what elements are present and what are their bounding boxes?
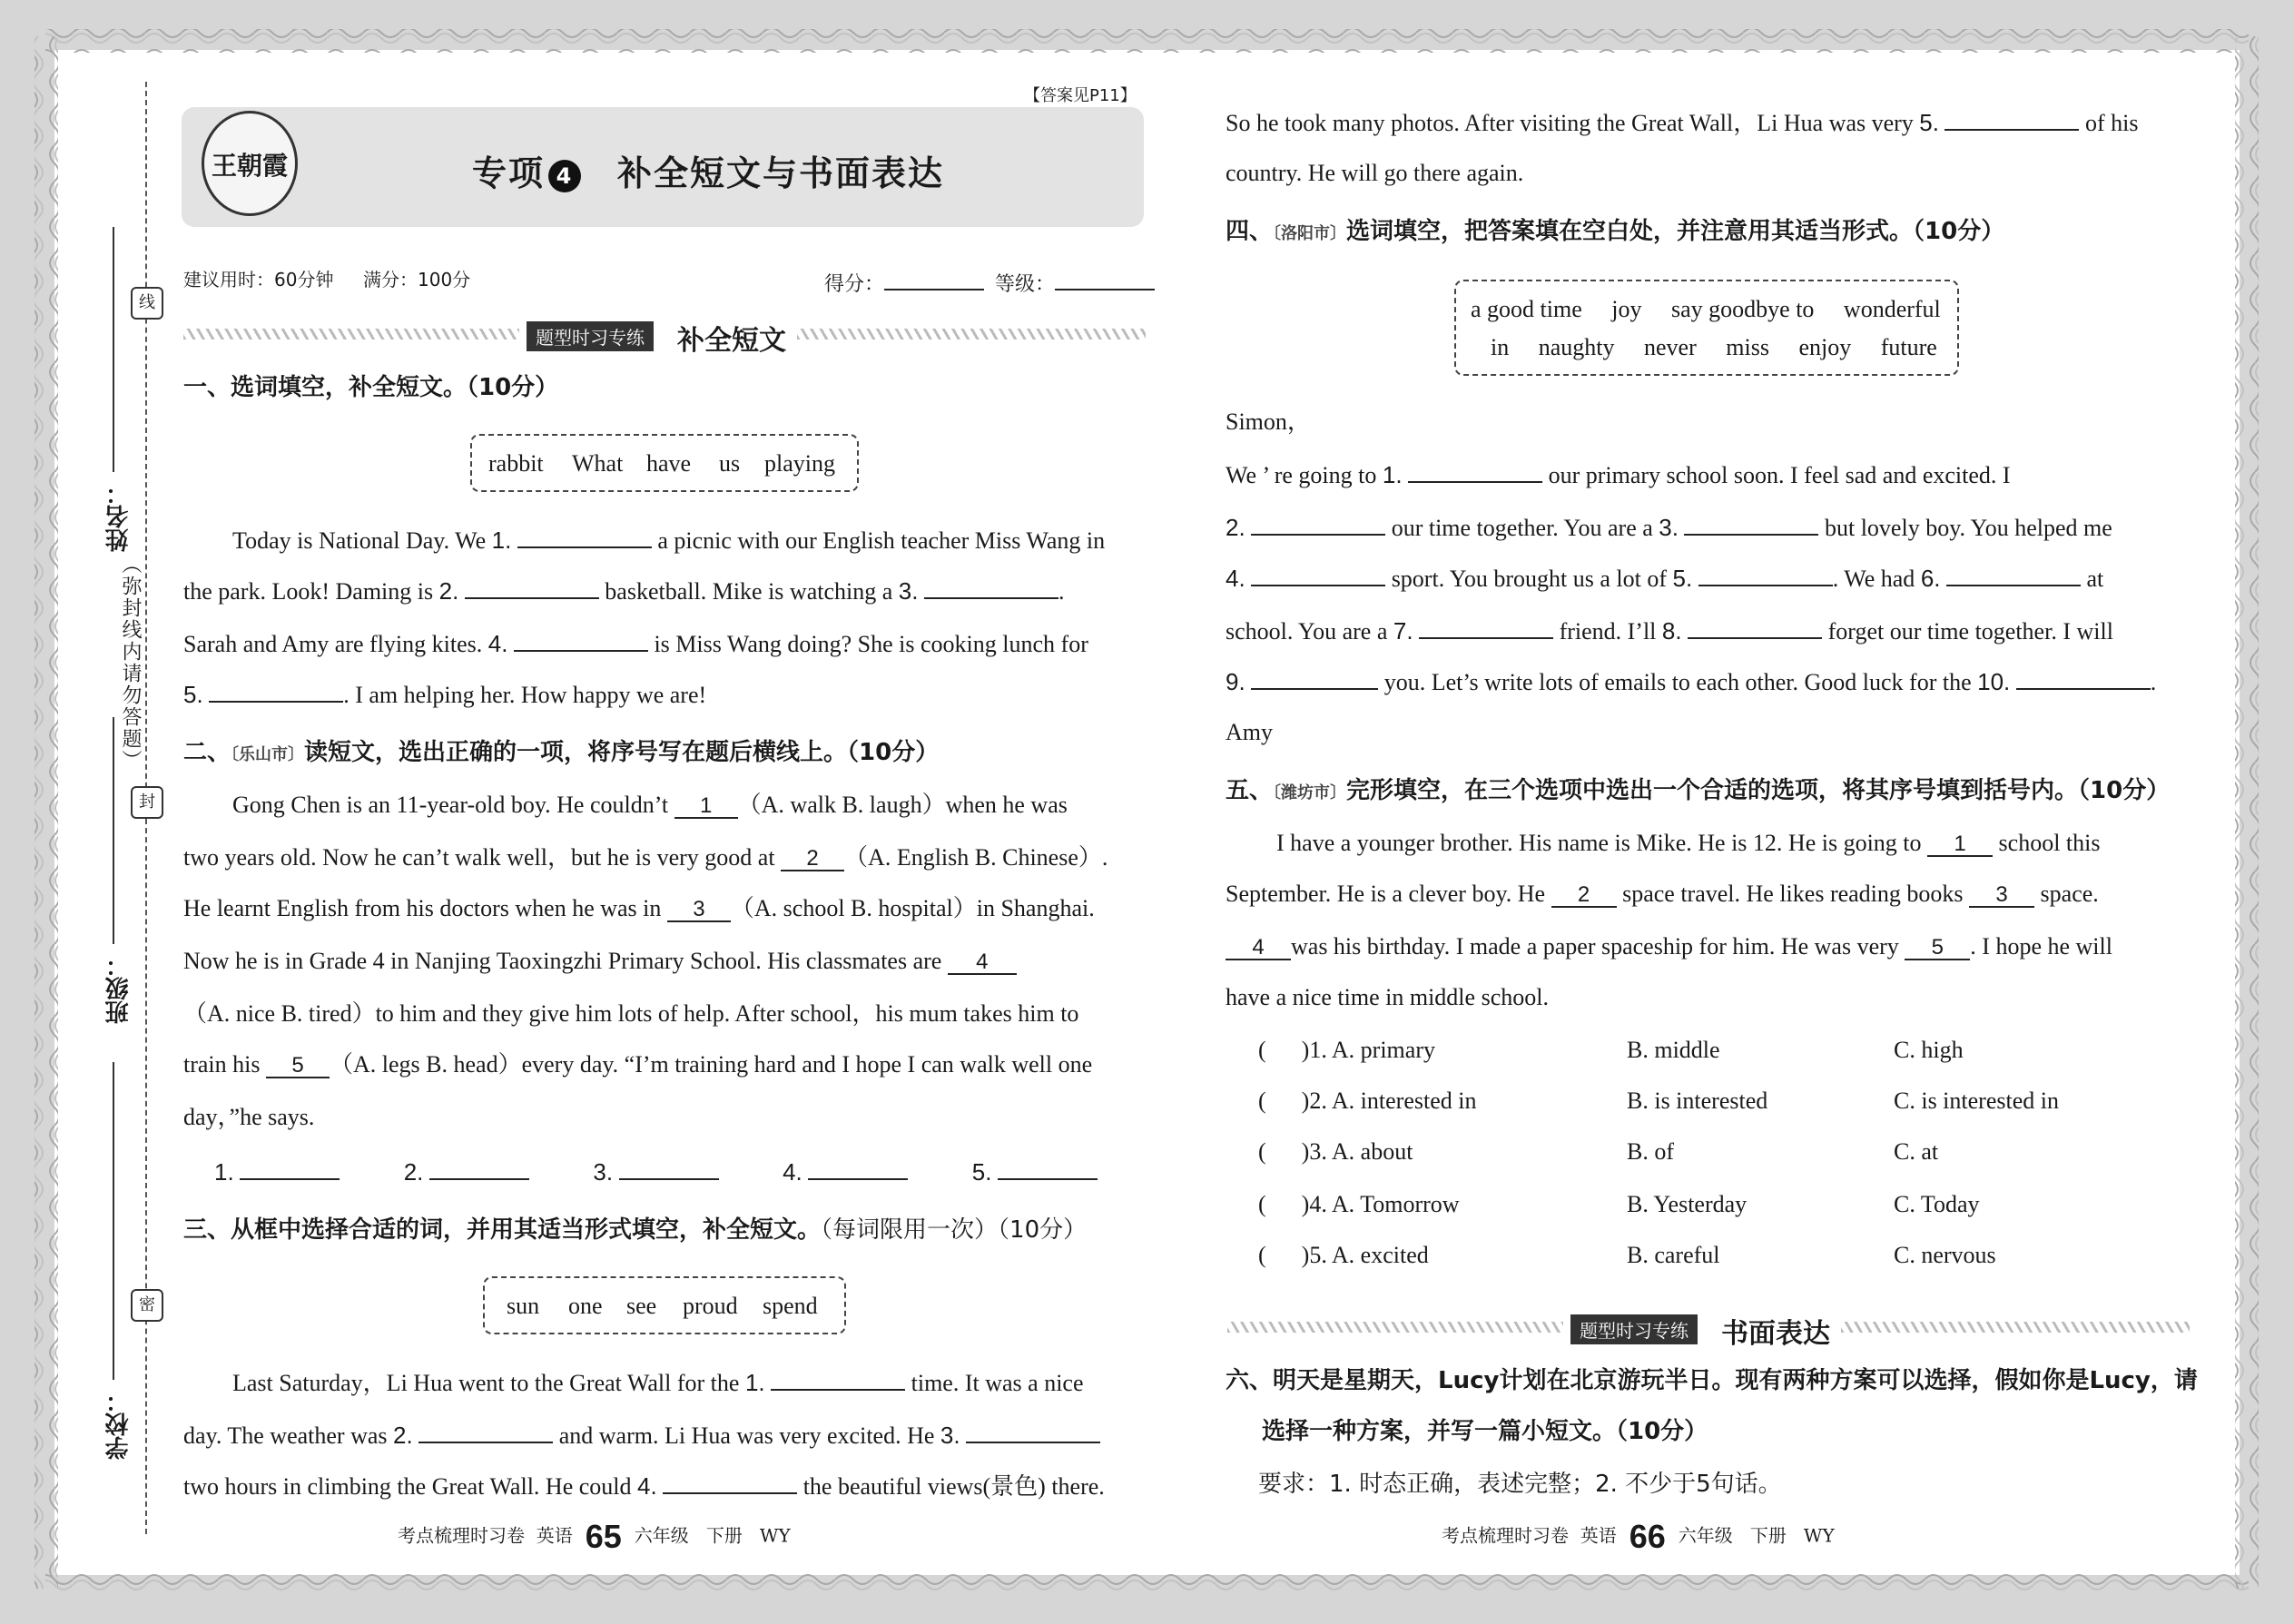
section-header-writing (1227, 1316, 2190, 1350)
name-field[interactable]: 姓名： (105, 481, 133, 552)
answer-blank[interactable] (808, 1158, 908, 1180)
q1-line-3: Sarah and Amy are flying kites. 4. is Miss Wang doing? She is cooking lunch for (183, 630, 1088, 657)
suggested-time: 建议用时：60分钟 (183, 269, 334, 290)
blank[interactable] (1698, 565, 1833, 586)
q2-line-1: Gong Chen is an 11-year-old boy. He couldn’t 1 （A. walk B. laugh）when he was (232, 792, 1068, 818)
word-option: sun (507, 1293, 540, 1319)
q4-line-1: We ’ re going to 1. our primary school soon. I feel sad and excited. I (1226, 461, 2011, 488)
q2-heading: 二、〔乐山市〕读短文，选出正确的一项，将序号写在题后横线上。（10分） (183, 739, 940, 766)
option-c[interactable]: C. is interested in (1894, 1088, 2059, 1114)
page-number: 65 (585, 1518, 622, 1555)
blank[interactable] (2016, 668, 2151, 690)
answer-blank[interactable] (998, 1158, 1098, 1180)
option-c[interactable]: C. high (1894, 1037, 1964, 1063)
section-tag: 题型时习专练 (527, 321, 654, 351)
answer-blank[interactable]: 5 (266, 1055, 330, 1078)
blank[interactable] (966, 1422, 1100, 1443)
q1-line-2: the park. Look! Daming is 2. basketball. Mike is watching a 3. . (183, 577, 1065, 605)
q3-word-box (483, 1276, 846, 1334)
q5-line-2: September. He is a clever boy. He 2 space travel. He likes reading books 3 space. (1226, 881, 2099, 907)
q2-line-5: （A. nice B. tired）to him and they give him lots of help. After school，his mum takes him to (183, 1000, 1079, 1027)
blank[interactable] (1251, 565, 1385, 586)
class-line (113, 717, 114, 944)
blank[interactable] (465, 577, 599, 599)
word-option: one (568, 1293, 603, 1319)
q6-requirements: 要求：1. 时态正确，表述完整；2. 不少于5句话。 (1258, 1471, 1782, 1498)
binding-strip (65, 82, 165, 1534)
word-option: joy (1611, 296, 1642, 322)
q2-answer-line: 1. 2. 3. 4. 5. (214, 1158, 1098, 1185)
option-b[interactable]: B. of (1627, 1138, 1674, 1165)
blank[interactable] (209, 681, 343, 703)
letter-signature: Amy (1226, 719, 1273, 745)
q1-heading: 一、选词填空，补全短文。（10分） (183, 374, 559, 401)
q1-line-1: Today is National Day. We 1. a picnic with our English teacher Miss Wang in (232, 527, 1106, 554)
option-c[interactable]: C. nervous (1894, 1242, 1996, 1268)
section-tag: 题型时习专练 (1570, 1314, 1698, 1344)
answer-blank[interactable]: 4 (1226, 937, 1291, 960)
word-option: enjoy (1798, 334, 1852, 360)
grade-field[interactable]: 等级： (995, 269, 1155, 295)
q5-line-4: have a nice time in middle school. (1226, 984, 1549, 1010)
blank[interactable] (1419, 617, 1553, 639)
q3-line-1: Last Saturday，Li Hua went to the Great Wall for the 1. time. It was a nice (232, 1369, 1084, 1396)
answer-blank[interactable]: 2 (1551, 884, 1617, 908)
blank[interactable] (1251, 514, 1385, 536)
blank[interactable] (1688, 617, 1822, 639)
answer-reference: 【答案见P11】 (1024, 86, 1137, 105)
word-option: wonderful (1843, 296, 1941, 322)
word-option: proud (683, 1293, 738, 1319)
q4-line-2: 2. our time together. You are a 3. but lovely boy. You helped me (1226, 514, 2112, 541)
q3-line-2: day. The weather was 2. and warm. Li Hua was very excited. He 3. (183, 1422, 1100, 1448)
option-b[interactable]: B. middle (1627, 1037, 1720, 1063)
option-row[interactable]: ( )1. A. primary (1258, 1037, 1435, 1063)
score-field[interactable]: 得分： (824, 269, 984, 295)
seal-note: （弥封线内请勿答题） (119, 554, 142, 772)
word-option: future (1880, 334, 1937, 360)
option-c[interactable]: C. at (1894, 1138, 1939, 1165)
q2-line-3: He learnt English from his doctors when he was in 3 （A. school B. hospital）in Shanghai. (183, 895, 1095, 921)
answer-blank[interactable] (619, 1158, 719, 1180)
q4-line-3: 4. sport. You brought us a lot of 5. . We had 6. at (1226, 565, 2104, 592)
q6-line-2: 选择一种方案，并写一篇小短文。（10分） (1262, 1418, 1708, 1445)
q4-line-5: 9. you. Let’s write lots of emails to each other. Good luck for the 10. . (1226, 668, 2157, 695)
word-option: playing (764, 450, 835, 477)
answer-blank[interactable]: 3 (667, 899, 731, 922)
word-option: What (572, 450, 624, 477)
section-title: 书面表达 (1721, 1318, 1830, 1350)
seal-mark-seal: 封 (131, 786, 163, 819)
answer-blank[interactable]: 1 (674, 795, 738, 819)
school-field[interactable]: 学校： (105, 1389, 133, 1460)
q3-heading: 三、从框中选择合适的词，并用其适当形式填空，补全短文。（每词限用一次）（10分） (183, 1216, 1088, 1244)
school-line (113, 1062, 114, 1380)
word-option: have (646, 450, 692, 477)
blank[interactable] (1251, 668, 1378, 690)
page-footer-66: 考点梳理时习卷 英语 66 六年级 下册 WY (1442, 1518, 1835, 1555)
word-option: see (626, 1293, 657, 1319)
answer-blank[interactable] (429, 1158, 529, 1180)
name-line (113, 227, 114, 472)
page-title: 专项 4 补全短文与书面表达 (472, 153, 945, 193)
full-score: 满分：100分 (363, 269, 471, 290)
q4-line-4: school. You are a 7. friend. I’ll 8. forget our time together. I will (1226, 617, 2113, 645)
word-option: say goodbye to (1671, 296, 1815, 322)
publisher-logo: 王朝霞 (202, 111, 298, 216)
option-row[interactable]: ( )4. A. Tomorrow (1258, 1191, 1460, 1217)
section-header-cloze (183, 323, 1146, 357)
answer-blank[interactable]: 4 (948, 951, 1017, 975)
q2-line-2: two years old. Now he can’t walk well，but he is very good at 2 （A. English B. Chinese）. (183, 844, 1108, 871)
word-option: never (1644, 334, 1697, 360)
section-title: 补全短文 (677, 325, 786, 357)
letter-greeting: Simon， (1226, 408, 1311, 435)
q3-line-3: two hours in climbing the Great Wall. He could 4. the beautiful views(景色) there. (183, 1472, 1105, 1500)
q5-line-1: I have a younger brother. His name is Mike. He is 12. He is going to 1 school this (1276, 830, 2101, 856)
option-c[interactable]: C. Today (1894, 1191, 1980, 1217)
option-row[interactable]: ( )5. A. excited (1258, 1242, 1429, 1268)
q4-word-box (1454, 280, 1959, 376)
blank[interactable] (1408, 461, 1542, 483)
blank[interactable] (517, 527, 652, 548)
q4-city: 〔洛阳市〕 (1273, 224, 1347, 243)
answer-blank[interactable] (240, 1158, 340, 1180)
answer-blank[interactable]: 5 (1905, 937, 1970, 960)
class-field[interactable]: 班级： (105, 953, 133, 1024)
word-option: in (1491, 334, 1510, 360)
word-option: miss (1726, 334, 1769, 360)
option-row[interactable]: ( )3. A. about (1258, 1138, 1413, 1165)
q2-city: 〔乐山市〕 (231, 745, 305, 764)
answer-blank[interactable]: 2 (781, 848, 844, 871)
word-option: rabbit (488, 450, 544, 477)
blank[interactable] (663, 1472, 797, 1494)
blank[interactable] (514, 630, 648, 652)
blank[interactable] (771, 1369, 905, 1391)
option-b[interactable]: B. Yesterday (1627, 1191, 1748, 1217)
q5-line-3: 4 was his birthday. I made a paper spaceship for him. He was very 5 . I hope he will (1226, 935, 2112, 960)
q3-line-5: country. He will go there again. (1226, 160, 1524, 186)
q1-word-box (470, 434, 859, 492)
q2-line-7: day，”he says. (183, 1104, 315, 1130)
q4-heading: 四、〔洛阳市〕选词填空，把答案填在空白处，并注意用其适当形式。（10分） (1226, 218, 2005, 245)
option-b[interactable]: B. is interested (1627, 1088, 1768, 1114)
blank[interactable] (418, 1422, 553, 1443)
blank[interactable] (1946, 565, 2081, 586)
q1-line-4: 5. . I am helping her. How happy we are! (183, 681, 707, 708)
q2-line-4: Now he is in Grade 4 in Nanjing Taoxingzhi Primary School. His classmates are 4 (183, 950, 1017, 975)
answer-blank[interactable]: 1 (1927, 833, 1993, 857)
blank[interactable] (924, 577, 1058, 599)
word-option: naughty (1538, 334, 1615, 360)
blank[interactable] (1684, 514, 1818, 536)
answer-blank[interactable]: 3 (1969, 884, 2034, 908)
q2-line-6: train his 5 （A. legs B. head）every day. “I’m training hard and I hope I can walk well one (183, 1051, 1093, 1078)
seal-mark-secret: 密 (131, 1289, 163, 1322)
q3-line-4: So he took many photos. After visiting the Great Wall，Li Hua was very 5. of his (1226, 109, 2139, 136)
word-option: us (719, 450, 741, 477)
word-option: a good time (1471, 296, 1582, 322)
option-row[interactable]: ( )2. A. interested in (1258, 1088, 1477, 1114)
q5-city: 〔潍坊市〕 (1273, 783, 1347, 802)
q6-line-1: 六、明天是星期天，Lucy计划在北京游玩半日。现有两种方案可以选择，假如你是Lucy，请 (1226, 1367, 2198, 1394)
option-b[interactable]: B. careful (1627, 1242, 1720, 1268)
seal-mark-line: 线 (131, 287, 163, 320)
page-number: 66 (1629, 1518, 1666, 1555)
page-footer-65: 考点梳理时习卷 英语 65 六年级 下册 WY (398, 1518, 791, 1555)
q5-heading: 五、〔潍坊市〕完形填空，在三个选项中选出一个合适的选项，将其序号填到括号内。（10分） (1226, 777, 2171, 804)
blank[interactable] (1944, 109, 2079, 131)
word-option: spend (763, 1293, 818, 1319)
